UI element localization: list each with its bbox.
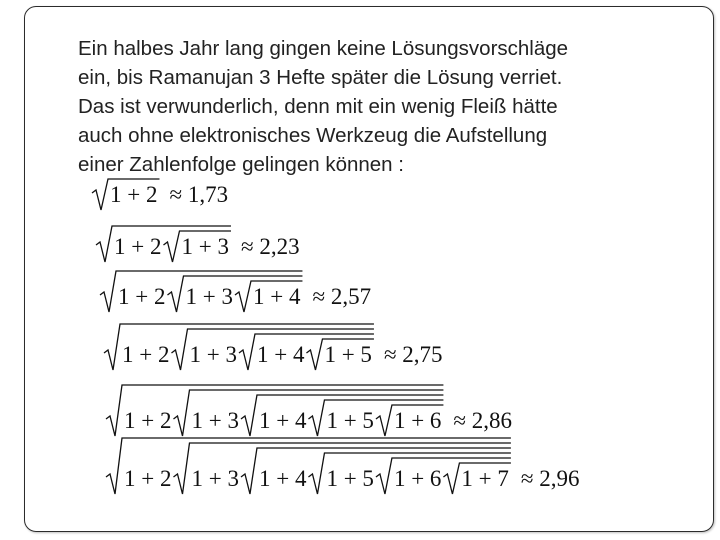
approx-value: ≈ 2,57	[312, 284, 372, 309]
radicand-term: 1 + 2	[124, 466, 172, 491]
radicand-term: 1 + 5	[324, 342, 372, 367]
radicand-term: 1 + 4	[258, 408, 307, 433]
approx-value: ≈ 1,73	[169, 182, 229, 207]
approx-value: ≈ 2,75	[383, 342, 443, 367]
approx-value: ≈ 2,96	[520, 466, 580, 491]
radicand-term: 1 + 4	[256, 342, 305, 367]
radicand-term: 1 + 3	[181, 234, 229, 259]
radicand-term: 1 + 2	[124, 408, 172, 433]
radicand-term: 1 + 7	[461, 466, 509, 491]
radicand-term: 1 + 3	[189, 342, 237, 367]
radicand-term: 1 + 2	[122, 342, 170, 367]
radicand-term: 1 + 6	[393, 466, 442, 491]
text-line: ein, bis Ramanujan 3 Hefte später die Lösung verriet.	[78, 66, 563, 89]
text-line: auch ohne elektronisches Werkzeug die Aufstellung	[78, 124, 548, 147]
radicand-term: 1 + 2	[114, 234, 162, 259]
radicand-term: 1 + 3	[191, 408, 239, 433]
approx-value: ≈ 2,23	[240, 234, 300, 259]
radicand-term: 1 + 4	[252, 284, 301, 309]
radicand-term: 1 + 2	[118, 284, 166, 309]
text-line: Ein halbes Jahr lang gingen keine Lösungsvorschläge	[78, 37, 569, 60]
radicand-term: 1 + 5	[326, 408, 374, 433]
radicand-term: 1 + 3	[191, 466, 239, 491]
radicand-term: 1 + 5	[326, 466, 374, 491]
radicand-term: 1 + 3	[185, 284, 233, 309]
radicand-term: 1 + 4	[258, 466, 307, 491]
radicand-term: 1 + 6	[393, 408, 442, 433]
text-line: Das ist verwunderlich, denn mit ein wenig Fleiß hätte	[78, 95, 558, 118]
approx-value: ≈ 2,86	[453, 408, 513, 433]
radicand-term: 1 + 2	[110, 182, 158, 207]
text-line: einer Zahlenfolge gelingen können :	[78, 153, 404, 176]
